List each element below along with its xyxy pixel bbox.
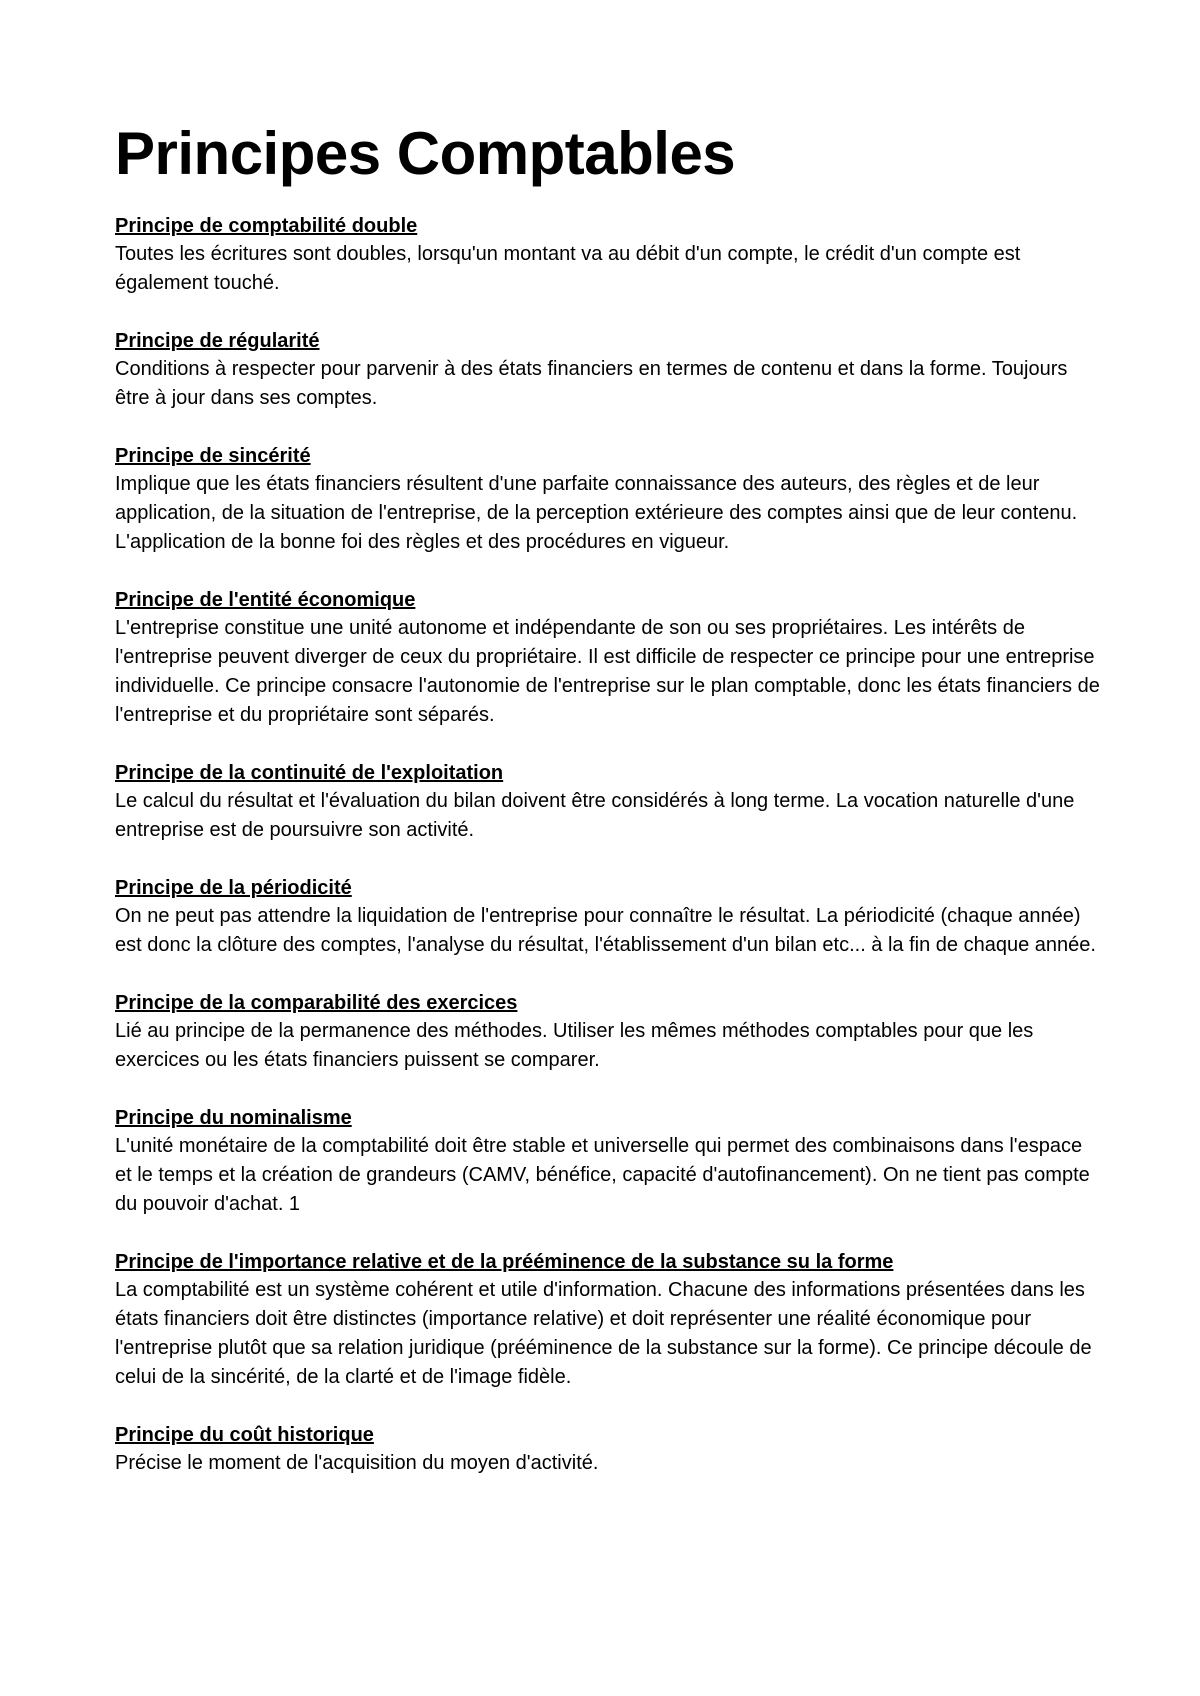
section-body: Lié au principe de la permanence des méthodes. Utiliser les mêmes méthodes comptables pour que les exercices ou les états financiers puissent se comparer.	[115, 1020, 1034, 1071]
page-title: Principes Comptables	[115, 120, 736, 187]
section-body: Le calcul du résultat et l'évaluation du bilan doivent être considérés à long terme. La vocation naturelle d'une entreprise est de poursuivre son activité.	[115, 790, 1075, 841]
section-heading: Principe de sincérité	[115, 445, 311, 467]
section-heading: Principe de la comparabilité des exercices	[115, 992, 518, 1014]
section-body: Précise le moment de l'acquisition du moyen d'activité.	[115, 1452, 599, 1474]
section-heading: Principe de l'importance relative et de la prééminence de la substance su la forme	[115, 1251, 894, 1273]
section-body: Toutes les écritures sont doubles, lorsqu'un montant va au débit d'un compte, le crédit d'un compte est également touché.	[115, 243, 1021, 294]
section-heading: Principe de régularité	[115, 330, 320, 352]
section-cout-historique	[115, 1421, 1100, 1478]
section-body: On ne peut pas attendre la liquidation de l'entreprise pour connaître le résultat. La périodicité (chaque année) est donc la clôture des comptes, l'analyse du résultat, l'établissement d'un bilan etc... à la fin de chaque année.	[115, 905, 1096, 956]
section-body: Conditions à respecter pour parvenir à des états financiers en termes de contenu et dans la forme. Toujours être à jour dans ses comptes.	[115, 358, 1068, 409]
section-body: Implique que les états financiers résultent d'une parfaite connaissance des auteurs, des règles et de leur application, de la situation de l'entreprise, de la perception extérieure des comptes ainsi que de leur contenu. L'application de la bonne foi des règles et des procédures en vigueur.	[115, 473, 1078, 553]
section-regularite	[115, 327, 1100, 413]
section-heading: Principe de la continuité de l'exploitation	[115, 762, 504, 784]
section-heading: Principe de la périodicité	[115, 877, 352, 899]
section-body: L'unité monétaire de la comptabilité doit être stable et universelle qui permet des combinaisons dans l'espace et le temps et la création de grandeurs (CAMV, bénéfice, capacité d'autofinancement). On ne tient pas compte du pouvoir d'achat. 1	[115, 1135, 1090, 1215]
section-importance-relative	[115, 1248, 1100, 1392]
section-sincerite	[115, 442, 1100, 557]
section-comparabilite-exercices	[115, 989, 1100, 1075]
section-entite-economique	[115, 586, 1100, 730]
section-nominalisme	[115, 1104, 1100, 1219]
section-heading: Principe du coût historique	[115, 1424, 374, 1446]
section-body: La comptabilité est un système cohérent et utile d'information. Chacune des informations présentées dans les états financiers doit être distinctes (importance relative) et doit représenter une réalité économique pour l'entreprise plutôt que sa relation juridique (prééminence de la substance sur la forme). Ce principe découle de celui de la sincérité, de la clarté et de l'image fidèle.	[115, 1279, 1092, 1388]
section-comptabilite-double	[115, 212, 1100, 298]
section-body: L'entreprise constitue une unité autonome et indépendante de son ou ses propriétaires. Les intérêts de l'entreprise peuvent diverger de ceux du propriétaire. Il est difficile de respecter ce principe pour une entreprise individuelle. Ce principe consacre l'autonomie de l'entreprise sur le plan comptable, donc les états financiers de l'entreprise et du propriétaire sont séparés.	[115, 617, 1100, 726]
document-page	[115, 110, 1100, 1507]
section-heading: Principe de l'entité économique	[115, 589, 416, 611]
section-heading: Principe du nominalisme	[115, 1107, 352, 1129]
section-heading: Principe de comptabilité double	[115, 215, 418, 237]
section-periodicite	[115, 874, 1100, 960]
section-continuite-exploitation	[115, 759, 1100, 845]
